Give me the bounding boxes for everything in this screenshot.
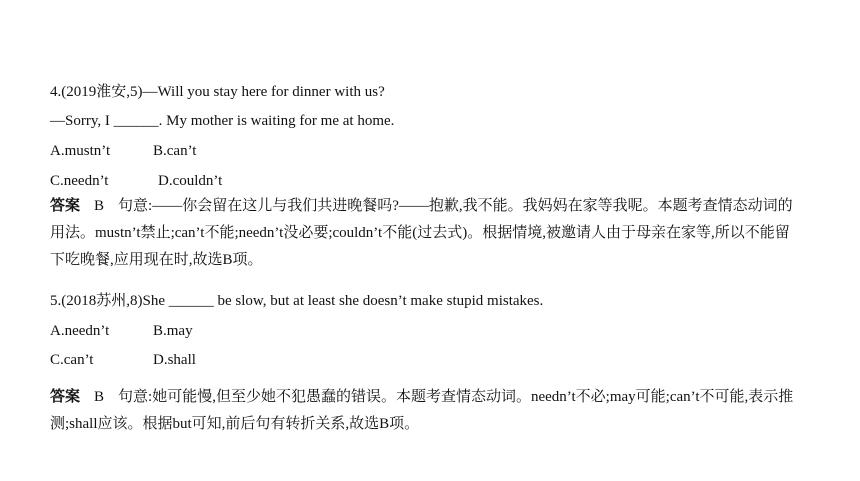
- q5-stem: 5.(2018苏州,8)She ______ be slow, but at least she doesn’t make stupid mistakes.: [50, 293, 544, 309]
- q5-option-b: B.may: [153, 323, 193, 339]
- q5-explanation: 句意:她可能慢,但至少她不犯愚蠢的错误。本题考查情态动词。needn’t不必;may可能;can’t不可能,表示推测;shall应该。根据but可知,前后句有转折关系,故选B项。: [50, 389, 794, 432]
- q4-options-row1: [50, 140, 196, 162]
- q4-stem: 4.(2019淮安,5)—Will you stay here for dinner with us?: [50, 84, 385, 100]
- q4-option-b: B.can’t: [153, 143, 197, 159]
- q4-answer-label: 答案: [50, 198, 81, 214]
- q5-answer: [50, 384, 798, 438]
- q4-explanation: 句意:——你会留在这儿与我们共进晚餐吗?——抱歉,我不能。我妈妈在家等我呢。本题考查情态动词的用法。mustn’t禁止;can’t不能;needn’t没必要;couldn’t不能(过去式)。根据情境,被邀请人由于母亲在家等,所以不能留下吃晚餐,应用现在时,故选B项。: [50, 198, 793, 268]
- q4-option-c: C.needn’t: [50, 173, 109, 189]
- q4-options-row2: [50, 170, 222, 192]
- q4-option-a: A.mustn’t: [50, 143, 111, 159]
- q5-answer-letter: B: [94, 389, 105, 405]
- q5-option-a: A.needn’t: [50, 323, 110, 339]
- q4-answer-letter: B: [94, 198, 105, 214]
- q4-line2: —Sorry, I ______. My mother is waiting for me at home.: [50, 113, 395, 129]
- q5-option-d: D.shall: [153, 352, 196, 368]
- q5-options-row2: [50, 349, 196, 371]
- q4-answer: [50, 193, 798, 274]
- q5-options-row1: [50, 320, 193, 342]
- q4-option-d: D.couldn’t: [158, 173, 223, 189]
- q5-answer-label: 答案: [50, 389, 81, 405]
- q5-option-c: C.can’t: [50, 352, 94, 368]
